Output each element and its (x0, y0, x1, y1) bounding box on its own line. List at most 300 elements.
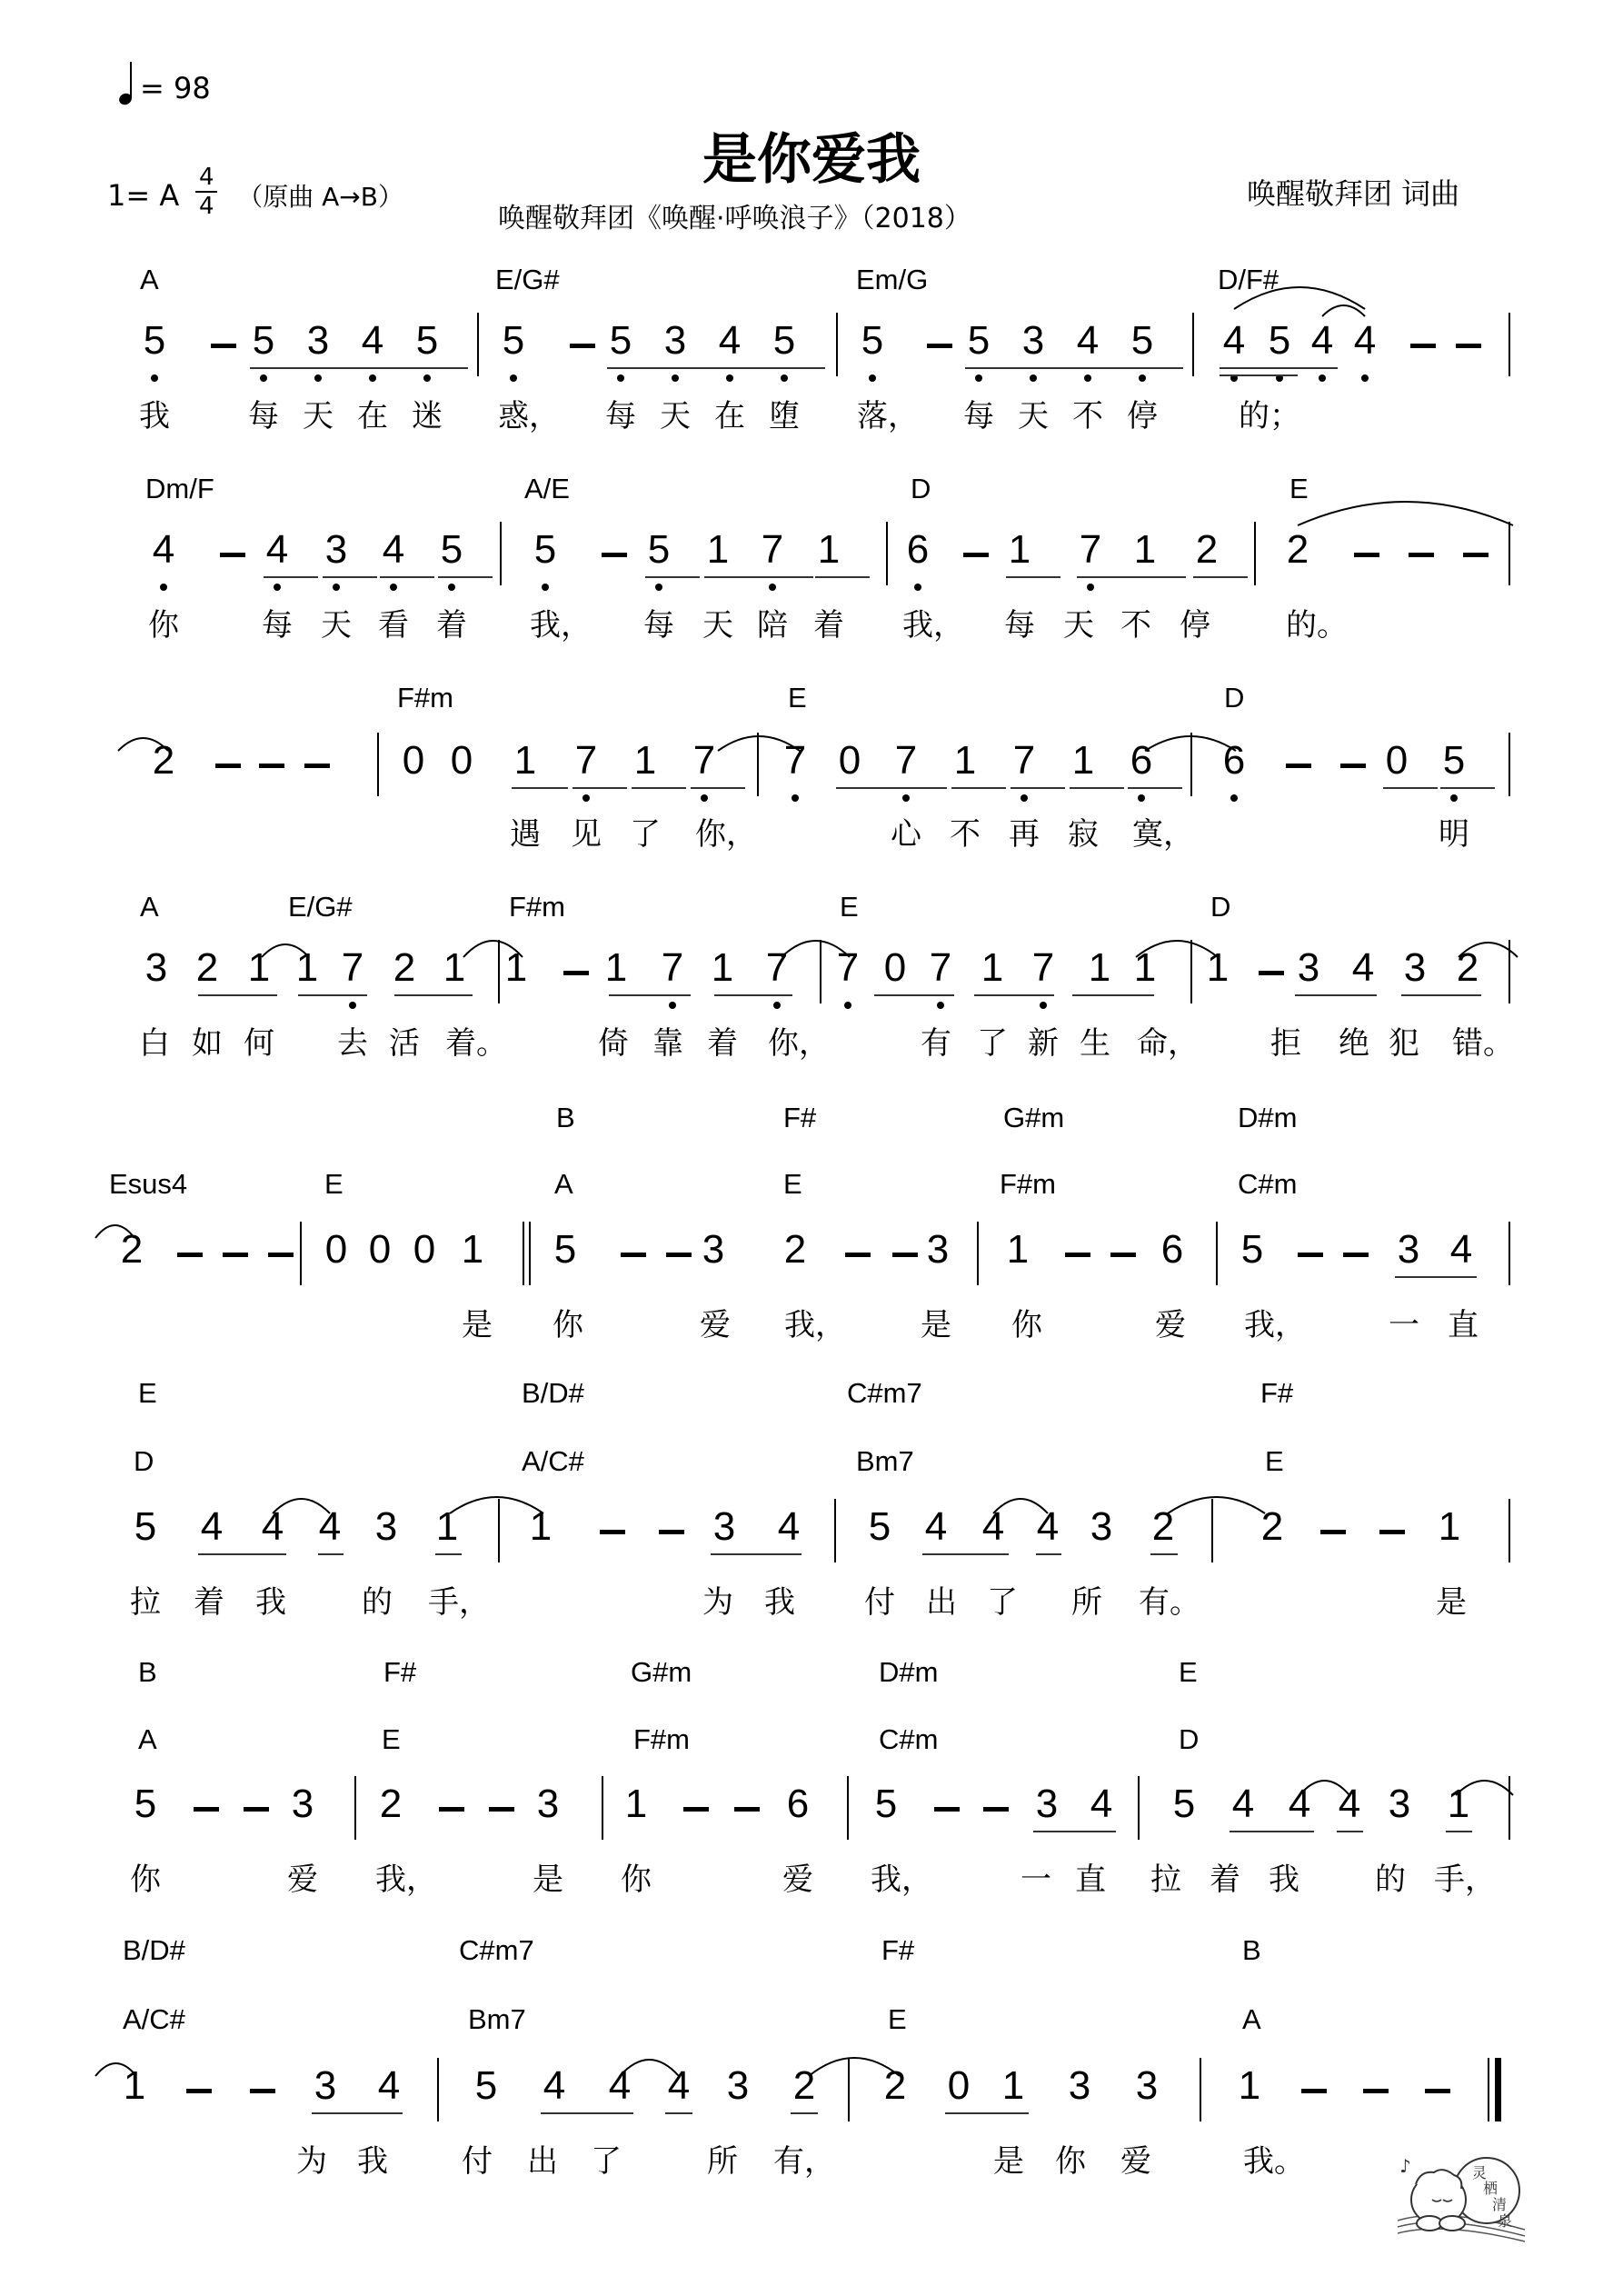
jianpu-note: 1 (1438, 1504, 1461, 1549)
jianpu-note: 2 (1456, 945, 1479, 990)
svg-text:♪: ♪ (1399, 2155, 1411, 2177)
jianpu-note: 1 (981, 945, 1004, 990)
lyric-syllable: 的。 (1286, 607, 1348, 644)
lyric-syllable: 爱 (1155, 1307, 1186, 1343)
chord-symbol: A/C# (522, 1445, 584, 1477)
chord-symbol-alt: D#m (1238, 1102, 1298, 1133)
lyric-syllable: 再 (1009, 816, 1040, 853)
jianpu-note: 4 (718, 318, 742, 363)
lyric-syllable: 你 (148, 607, 179, 644)
jianpu-note: 1 (1071, 738, 1095, 783)
chord-symbol: Dm/F (145, 473, 214, 504)
chord-symbol: A/E (524, 473, 570, 504)
chord-symbol: A (140, 891, 159, 923)
chord-symbol: Bm7 (468, 2003, 526, 2035)
slur-arc (1459, 943, 1518, 957)
jianpu-note: 0 (402, 738, 425, 783)
jianpu-note: 4 (1351, 945, 1375, 990)
jianpu-note: 3 (702, 1227, 725, 1272)
lyric-syllable: 每 (963, 398, 994, 434)
lyric-syllable: 着 (707, 1025, 738, 1062)
slur-arc (95, 1225, 134, 1238)
lyric-syllable: 我， (902, 607, 964, 644)
lyric-syllable: 明 (1439, 816, 1469, 853)
slur-arc (273, 1499, 330, 1513)
slur-arc (262, 944, 309, 957)
chord-symbol-alt: B/D# (522, 1377, 584, 1409)
jianpu-note: 1 (1088, 945, 1111, 990)
jianpu-note: 1 (1001, 2063, 1025, 2108)
subtitle: 唤醒敬拜团《唤醒·呼唤浪子》（2018） (498, 203, 971, 235)
jianpu-note: 5 (874, 1782, 898, 1826)
lyric-syllable: 拉 (130, 1584, 161, 1621)
lyric-syllable: 每 (262, 607, 293, 644)
lyric-syllable: 我， (1244, 1307, 1306, 1343)
lyric-syllable: 为 (702, 1584, 733, 1621)
jianpu-note: 1 (247, 945, 271, 990)
jianpu-note: 1 (1133, 527, 1157, 572)
chord-symbol: A (1242, 2003, 1261, 2035)
lyric-syllable: 爱 (1120, 2143, 1151, 2180)
chord-symbol: E (324, 1168, 344, 1200)
jianpu-note: 4 (1353, 318, 1377, 363)
original-key-note: （原曲 A→B） (237, 182, 403, 212)
jianpu-note: 5 (861, 318, 884, 363)
lyric-syllable: 你， (768, 1025, 830, 1062)
jianpu-note: 3 (144, 945, 168, 990)
lyric-syllable: 出 (926, 1584, 957, 1621)
jianpu-note: 6 (906, 527, 930, 572)
chord-symbol: E (1289, 473, 1309, 504)
jianpu-note: 4 (1222, 318, 1246, 363)
jianpu-note: 7 (765, 945, 789, 990)
lyric-syllable: 我， (375, 1862, 437, 1898)
lyric-syllable: 是 (993, 2143, 1024, 2180)
jianpu-note: 1 (1006, 1227, 1030, 1272)
chord-symbol: E (1265, 1445, 1284, 1477)
time-sig-top: 4 (198, 164, 214, 191)
slur-arc (782, 941, 850, 957)
lyric-syllable: 不 (1072, 398, 1103, 434)
lyric-syllable: 你 (1011, 1307, 1042, 1343)
jianpu-note: 5 (502, 318, 525, 363)
jianpu-note: 0 (413, 1227, 436, 1272)
jianpu-note: 4 (1288, 1782, 1311, 1826)
slur-arc (118, 738, 168, 751)
lyric-syllable: 每 (643, 607, 674, 644)
lyric-syllable: 白 (139, 1025, 170, 1062)
lyric-syllable: 每 (605, 398, 636, 434)
jianpu-note: 5 (252, 318, 275, 363)
jianpu-note: 2 (883, 2063, 907, 2108)
slur-arc (450, 1497, 543, 1513)
chord-symbol: A/C# (123, 2003, 185, 2035)
jianpu-note: 5 (533, 527, 557, 572)
jianpu-note: 1 (123, 2063, 146, 2108)
jianpu-note: 4 (924, 1504, 948, 1549)
jianpu-note: 7 (692, 738, 716, 783)
lyric-syllable: 你 (553, 1307, 583, 1343)
jianpu-note: 1 (295, 945, 319, 990)
jianpu-note: 4 (152, 527, 175, 572)
lyric-syllable: 迷 (412, 398, 443, 434)
lyric-syllable: 绝 (1339, 1025, 1369, 1062)
lyric-syllable: 的； (1239, 398, 1300, 434)
jianpu-note: 2 (379, 1782, 403, 1826)
jianpu-note: 5 (868, 1504, 891, 1549)
lyric-syllable: 寞， (1132, 816, 1194, 853)
jianpu-note: 2 (1151, 1504, 1175, 1549)
chord-symbol: Bm7 (856, 1445, 914, 1477)
lyric-syllable: 一 (1021, 1862, 1051, 1898)
chord-symbol: D (1224, 682, 1245, 714)
jianpu-note: 4 (608, 2063, 632, 2108)
chord-symbol-alt: F# (881, 1934, 915, 1966)
jianpu-note: 3 (324, 527, 348, 572)
jianpu-note: 5 (1240, 1227, 1264, 1272)
lyric-syllable: 看 (378, 607, 409, 644)
lyric-syllable: 犯 (1389, 1025, 1419, 1062)
jianpu-note: 2 (195, 945, 219, 990)
lyric-syllable: 新 (1028, 1025, 1059, 1062)
jianpu-note: 7 (1012, 738, 1036, 783)
jianpu-note: 6 (786, 1782, 810, 1826)
lyric-syllable: 着 (1210, 1862, 1240, 1898)
jianpu-note: 3 (1403, 945, 1427, 990)
jianpu-note: 1 (1447, 1782, 1470, 1826)
lyric-syllable: 我。 (1243, 2143, 1305, 2180)
jianpu-note: 0 (450, 738, 473, 783)
jianpu-note: 6 (1160, 1227, 1184, 1272)
jianpu-note: 0 (368, 1227, 392, 1272)
lyric-syllable: 我 (764, 1584, 795, 1621)
jianpu-note: 4 (1338, 1782, 1361, 1826)
lyric-syllable: 心 (891, 816, 921, 853)
lyric-syllable: 天 (1018, 398, 1049, 434)
lyric-syllable: 手， (428, 1584, 490, 1621)
jianpu-note: 5 (609, 318, 632, 363)
lyric-syllable: 去 (337, 1025, 368, 1062)
chord-symbol-alt: B (556, 1102, 575, 1133)
jianpu-note: 3 (663, 318, 687, 363)
jianpu-note: 5 (415, 318, 439, 363)
lyric-syllable: 你 (621, 1862, 652, 1898)
jianpu-note: 7 (761, 527, 784, 572)
lyric-syllable: 的 (1375, 1862, 1406, 1898)
jianpu-note: 0 (1385, 738, 1409, 783)
slur-arc (1168, 1497, 1265, 1513)
chord-symbol: E (888, 2003, 907, 2035)
lyric-syllable: 有。 (1139, 1584, 1200, 1621)
jianpu-note: 1 (706, 527, 730, 572)
jianpu-note: 3 (1397, 1227, 1420, 1272)
jianpu-note: 5 (1130, 318, 1154, 363)
chord-symbol: E (788, 682, 807, 714)
lyric-syllable: 是 (921, 1307, 951, 1343)
chord-symbol: D (1179, 1723, 1200, 1755)
jianpu-note: 1 (513, 738, 537, 783)
chord-symbol-alt: F# (383, 1656, 417, 1688)
slur-arc (993, 1499, 1048, 1513)
jianpu-note: 7 (929, 945, 952, 990)
jianpu-note: 4 (1036, 1504, 1060, 1549)
chord-symbol: Em/G (856, 264, 929, 295)
slur-arc (95, 2063, 136, 2076)
chord-symbol: C#m (1238, 1168, 1298, 1200)
lyric-syllable: 活 (389, 1025, 420, 1062)
lyric-syllable: 每 (248, 398, 279, 434)
lyric-syllable: 有， (773, 2143, 835, 2180)
jianpu-note: 1 (604, 945, 628, 990)
jianpu-note: 4 (1231, 1782, 1255, 1826)
jianpu-note: 4 (777, 1504, 801, 1549)
slur-arc (463, 941, 523, 957)
lyric-syllable: 为 (296, 2143, 327, 2180)
jianpu-note: 4 (543, 2063, 566, 2108)
jianpu-note: 1 (624, 1782, 648, 1826)
jianpu-note: 3 (1297, 945, 1320, 990)
jianpu-note: 5 (967, 318, 991, 363)
jianpu-note: 1 (504, 945, 528, 990)
chord-symbol: A (554, 1168, 573, 1200)
lyric-syllable: 倚 (598, 1025, 629, 1062)
chord-symbol: F#m (509, 891, 565, 923)
chord-symbol-alt: F# (1260, 1377, 1294, 1409)
lyric-syllable: 每 (1004, 607, 1035, 644)
lyric-syllable: 所 (1071, 1584, 1102, 1621)
lyric-syllable: 着 (194, 1584, 224, 1621)
jianpu-note: 5 (134, 1782, 157, 1826)
chord-symbol: E (840, 891, 859, 923)
jianpu-note: 0 (838, 738, 861, 783)
page-title: 是你爱我 (702, 128, 921, 192)
jianpu-note: 2 (792, 2063, 816, 2108)
jianpu-note: 5 (772, 318, 796, 363)
key-label: 1= A (107, 178, 180, 213)
lyric-syllable: 是 (1436, 1584, 1467, 1621)
lyric-syllable: 是 (533, 1862, 563, 1898)
lyric-syllable: 我 (255, 1584, 286, 1621)
composer-credit: 唤醒敬拜团 词曲 (1247, 176, 1460, 211)
jianpu-note: 6 (1222, 738, 1246, 783)
jianpu-note: 1 (435, 1504, 459, 1549)
lyric-syllable: 如 (192, 1025, 223, 1062)
chord-symbol: F#m (1000, 1168, 1056, 1200)
jianpu-note: 4 (667, 2063, 691, 2108)
jianpu-note: 2 (1286, 527, 1309, 572)
jianpu-note: 0 (324, 1227, 348, 1272)
lyric-syllable: 错。 (1452, 1025, 1514, 1062)
lyric-syllable: 付 (462, 2143, 493, 2180)
jianpu-note: 4 (382, 527, 405, 572)
jianpu-note: 4 (1090, 1782, 1113, 1826)
lyric-syllable: 不 (950, 816, 981, 853)
chord-symbol-alt: B/D# (123, 1934, 185, 1966)
jianpu-note: 4 (1310, 318, 1334, 363)
lyric-syllable: 了 (591, 2143, 622, 2180)
chord-symbol: Esus4 (109, 1168, 188, 1200)
jianpu-note: 5 (440, 527, 463, 572)
chord-symbol: E/G# (495, 264, 560, 295)
chord-symbol-alt: C#m7 (847, 1377, 922, 1409)
jianpu-note: 7 (1079, 527, 1102, 572)
jianpu-note: 3 (536, 1782, 560, 1826)
jianpu-note: 5 (553, 1227, 577, 1272)
lyric-syllable: 寂 (1068, 816, 1099, 853)
lyric-syllable: 着。 (445, 1025, 507, 1062)
lyric-syllable: 了 (977, 1025, 1008, 1062)
jianpu-note: 5 (474, 2063, 498, 2108)
jianpu-note: 2 (1195, 527, 1219, 572)
lyric-syllable: 靠 (652, 1025, 683, 1062)
jianpu-note: 1 (443, 945, 466, 990)
chord-symbol-alt: B (1242, 1934, 1261, 1966)
jianpu-note: 4 (265, 527, 289, 572)
lyric-syllable: 何 (244, 1025, 274, 1062)
lyric-syllable: 在 (714, 398, 745, 434)
jianpu-note: 4 (1076, 318, 1100, 363)
jianpu-note: 4 (318, 1504, 342, 1549)
chord-symbol: A (140, 264, 159, 295)
jianpu-note: 0 (947, 2063, 971, 2108)
lyric-syllable: 了 (630, 816, 661, 853)
jianpu-note: 2 (152, 738, 175, 783)
lyric-syllable: 拒 (1270, 1025, 1301, 1062)
lyric-syllable: 付 (864, 1584, 895, 1621)
jianpu-note: 3 (926, 1227, 950, 1272)
jianpu-note: 3 (1090, 1504, 1113, 1549)
slur-arc (1298, 502, 1513, 525)
lyric-syllable: 天 (321, 607, 352, 644)
jianpu-note: 4 (261, 1504, 284, 1549)
jianpu-note: 2 (1260, 1504, 1284, 1549)
jianpu-note: 1 (1238, 2063, 1261, 2108)
lyric-syllable: 天 (1063, 607, 1094, 644)
jianpu-note: 7 (836, 945, 860, 990)
lyric-syllable: 堕 (769, 398, 800, 434)
lyric-syllable: 停 (1127, 398, 1158, 434)
jianpu-note: 1 (817, 527, 841, 572)
jianpu-note: 1 (461, 1227, 484, 1272)
slur-arc (809, 2058, 900, 2076)
chord-symbol-alt: C#m7 (459, 1934, 534, 1966)
lyric-syllable: 天 (303, 398, 334, 434)
chord-symbol: D (134, 1445, 154, 1477)
jianpu-note: 3 (1035, 1782, 1059, 1826)
lyric-syllable: 天 (702, 607, 733, 644)
jianpu-note: 4 (200, 1504, 224, 1549)
jianpu-note: 5 (134, 1504, 157, 1549)
chord-symbol: D/F# (1218, 264, 1279, 295)
chord-symbol: E (783, 1168, 802, 1200)
slur-arc (718, 736, 800, 751)
jianpu-note: 1 (1133, 945, 1157, 990)
jianpu-note: 5 (1442, 738, 1466, 783)
lyric-syllable: 的 (362, 1584, 393, 1621)
slur-arc (1322, 305, 1365, 316)
jianpu-note: 1 (711, 945, 734, 990)
lyric-syllable: 着 (436, 607, 467, 644)
jianpu-note: 1 (1206, 945, 1230, 990)
jianpu-note: 7 (661, 945, 684, 990)
lyric-syllable: 爱 (700, 1307, 731, 1343)
jianpu-note: 5 (1268, 318, 1291, 363)
lyric-syllable: 直 (1448, 1307, 1479, 1343)
lyric-syllable: 我 (1269, 1862, 1299, 1898)
lyric-syllable: 命， (1137, 1025, 1199, 1062)
lyric-syllable: 爱 (782, 1862, 813, 1898)
lyric-syllable: 不 (1120, 607, 1151, 644)
lyric-syllable: 我 (357, 2143, 388, 2180)
jianpu-note: 3 (291, 1782, 314, 1826)
chord-symbol-alt: G#m (631, 1656, 692, 1688)
jianpu-note: 4 (981, 1504, 1005, 1549)
chord-symbol: F#m (397, 682, 453, 714)
jianpu-note: 3 (314, 2063, 337, 2108)
lyric-syllable: 出 (527, 2143, 558, 2180)
lyric-syllable: 你， (695, 816, 757, 853)
jianpu-note: 3 (726, 2063, 750, 2108)
lyric-syllable: 了 (987, 1584, 1018, 1621)
chord-symbol: D (911, 473, 931, 504)
jianpu-note: 6 (1130, 738, 1153, 783)
lyric-syllable: 爱 (287, 1862, 318, 1898)
lyric-syllable: 有 (921, 1025, 951, 1062)
chord-symbol: D (1210, 891, 1231, 923)
jianpu-note: 7 (894, 738, 918, 783)
svg-text:栖: 栖 (1483, 2180, 1499, 2197)
lyric-syllable: 落， (857, 398, 919, 434)
chord-symbol-alt: E (1179, 1656, 1198, 1688)
jianpu-note: 3 (306, 318, 330, 363)
chord-symbol-alt: B (138, 1656, 157, 1688)
slur-arc (620, 2060, 679, 2076)
jianpu-note: 2 (783, 1227, 807, 1272)
chord-symbol-alt: D#m (879, 1656, 939, 1688)
lyric-syllable: 我 (139, 398, 170, 434)
jianpu-note: 5 (1172, 1782, 1196, 1826)
lyric-syllable: 我， (530, 607, 592, 644)
jianpu-note: 1 (633, 738, 657, 783)
lyric-syllable: 拉 (1150, 1862, 1181, 1898)
lyric-syllable: 着 (813, 607, 844, 644)
lyric-syllable: 见 (571, 816, 602, 853)
lyric-syllable: 停 (1180, 607, 1210, 644)
chord-symbol-alt: E (138, 1377, 157, 1409)
jianpu-note: 4 (1449, 1227, 1473, 1272)
slur-arc (1456, 1781, 1513, 1795)
jianpu-note: 3 (1068, 2063, 1091, 2108)
time-sig-bottom: 4 (198, 193, 214, 220)
lyric-syllable: 我， (784, 1307, 846, 1343)
jianpu-note: 3 (374, 1504, 398, 1549)
chord-symbol: E (382, 1723, 401, 1755)
lyric-syllable: 我， (871, 1862, 932, 1898)
jianpu-note: 3 (1135, 2063, 1159, 2108)
slur-arc (1136, 941, 1218, 957)
jianpu-note: 7 (341, 945, 364, 990)
lyric-syllable: 在 (357, 398, 388, 434)
lyric-syllable: 是 (462, 1307, 493, 1343)
jianpu-note: 5 (647, 527, 671, 572)
chord-symbol-alt: F# (783, 1102, 817, 1133)
lyric-syllable: 天 (660, 398, 691, 434)
svg-text:泉: 泉 (1498, 2212, 1513, 2230)
lyric-syllable: 所 (707, 2143, 738, 2180)
chord-symbol-alt: G#m (1003, 1102, 1065, 1133)
jianpu-note: 4 (377, 2063, 401, 2108)
jianpu-note: 4 (361, 318, 384, 363)
